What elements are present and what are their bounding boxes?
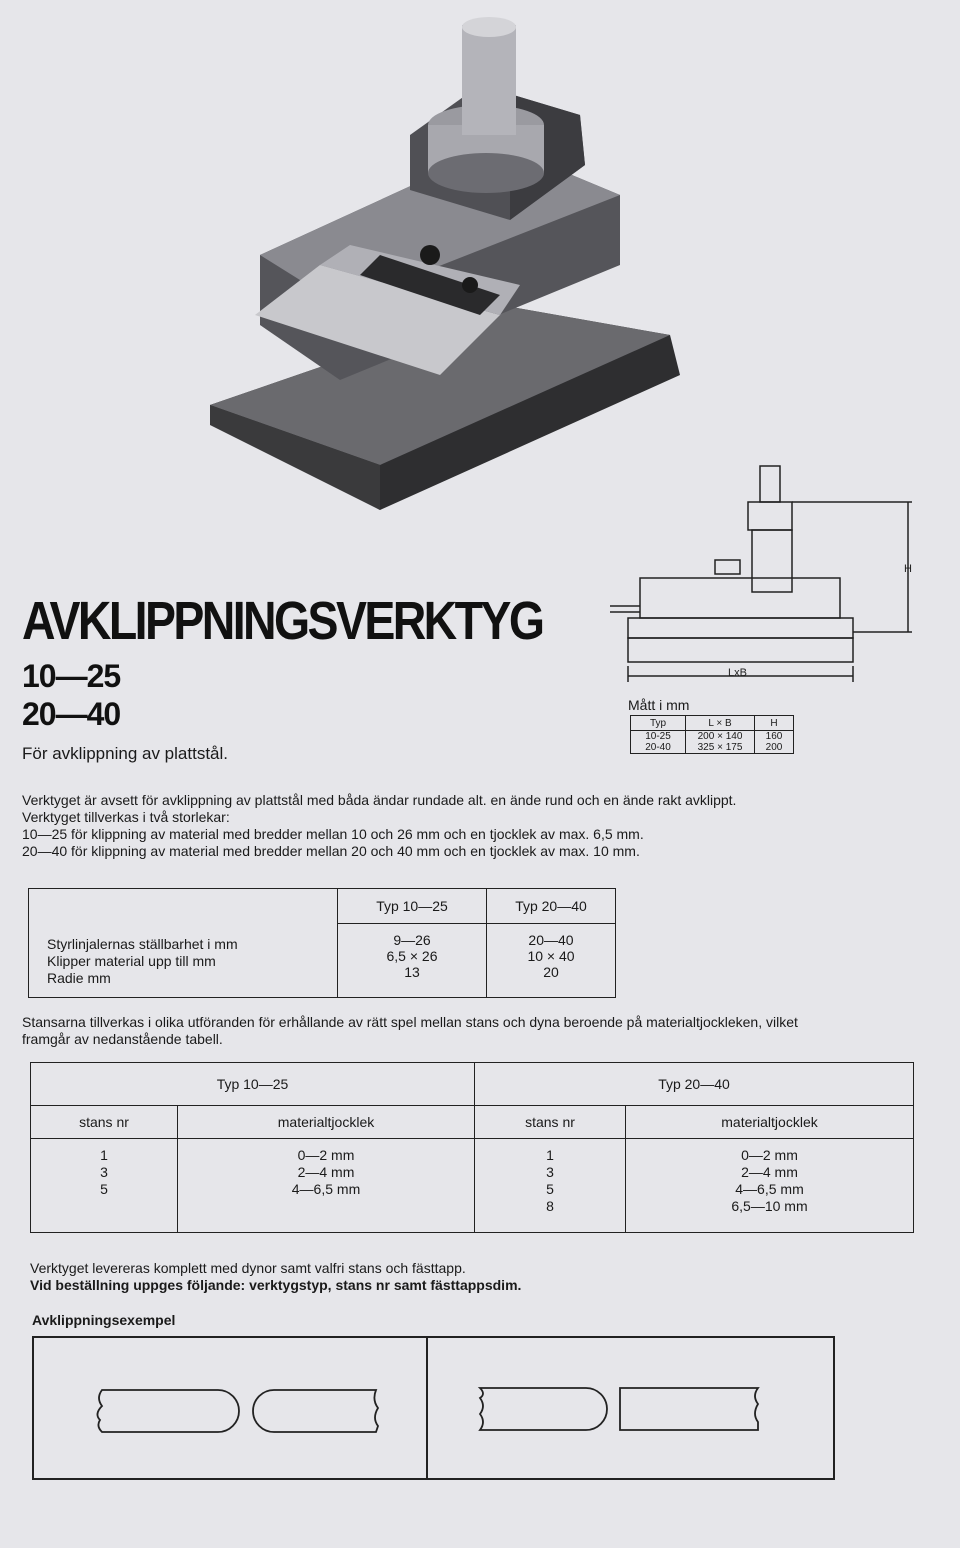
dims-h-1: 160 bbox=[765, 731, 783, 742]
thickness: 4—6,5 mm bbox=[291, 1181, 361, 1197]
examples-box bbox=[32, 1336, 835, 1480]
thickness: 2—4 mm bbox=[297, 1164, 355, 1180]
dimensions-table bbox=[630, 715, 794, 754]
product-photo bbox=[200, 15, 680, 515]
stans-subheader: materialtjocklek bbox=[178, 1106, 475, 1139]
spec-header-10-25: Typ 10—25 bbox=[338, 889, 487, 924]
dimensions-caption: Mått i mm bbox=[628, 697, 690, 713]
stans-subheader: materialtjocklek bbox=[626, 1106, 914, 1139]
spec-table bbox=[28, 888, 616, 998]
stans-nr: 5 bbox=[100, 1181, 108, 1197]
example-piece bbox=[253, 1390, 378, 1432]
intro-text bbox=[22, 792, 802, 860]
stans-nr: 3 bbox=[100, 1164, 108, 1180]
dims-typ-1: 10-25 bbox=[645, 731, 671, 742]
stans-nr: 3 bbox=[546, 1164, 554, 1180]
intro-line-4: 20—40 för klippning av material med bredder mellan 20 och 40 mm och en tjocklek av max. 10 mm. bbox=[22, 843, 640, 859]
thickness-10-25 bbox=[178, 1139, 475, 1233]
stans-subheader: stans nr bbox=[31, 1106, 178, 1139]
spec-labels-cell bbox=[29, 889, 338, 998]
delivery-text bbox=[30, 1260, 830, 1294]
delivery-line-1: Verktyget levereras komplett med dynor samt valfri stans och fästtapp. bbox=[30, 1260, 466, 1276]
spec-label-3: Radie mm bbox=[47, 970, 111, 986]
intro-line-3: 10—25 för klippning av material med bredder mellan 10 och 26 mm och en tjocklek av max. 6,5 mm. bbox=[22, 826, 644, 842]
model-10-25: 10—25 bbox=[22, 658, 121, 694]
spec-label-2: Klipper material upp till mm bbox=[47, 953, 216, 969]
spec-value: 20—40 bbox=[528, 932, 574, 948]
dims-typ-2: 20-40 bbox=[645, 742, 671, 753]
spec-value: 6,5 × 26 bbox=[386, 948, 438, 964]
intro-line-2: Verktyget tillverkas i två storlekar: bbox=[22, 809, 230, 825]
spec-value: 20 bbox=[543, 964, 559, 980]
example-piece bbox=[480, 1388, 607, 1430]
dims-h-cell bbox=[755, 731, 794, 754]
spec-values-10-25 bbox=[338, 924, 487, 998]
stans-group-20-40: Typ 20—40 bbox=[475, 1063, 914, 1106]
stans-nr-10-25 bbox=[31, 1139, 178, 1233]
thickness: 0—2 mm bbox=[297, 1147, 355, 1163]
examples-title: Avklippningsexempel bbox=[32, 1312, 176, 1328]
example-rounded-straight bbox=[474, 1382, 784, 1434]
stans-nr: 8 bbox=[546, 1198, 554, 1214]
stans-nr-20-40 bbox=[475, 1139, 626, 1233]
spec-values-20-40 bbox=[487, 924, 616, 998]
dims-lxb-2: 325 × 175 bbox=[697, 742, 743, 753]
stans-table bbox=[30, 1062, 914, 1233]
dims-typ-cell bbox=[631, 731, 686, 754]
thickness: 6,5—10 mm bbox=[731, 1198, 808, 1214]
dims-lxb-1: 200 × 140 bbox=[697, 731, 743, 742]
spec-header-20-40: Typ 20—40 bbox=[487, 889, 616, 924]
dims-header-typ: Typ bbox=[631, 716, 686, 731]
dims-header-h: H bbox=[755, 716, 794, 731]
thickness: 2—4 mm bbox=[741, 1164, 798, 1180]
subtitle: För avklippning av plattstål. bbox=[22, 744, 228, 763]
thickness-20-40 bbox=[626, 1139, 914, 1233]
stans-nr: 1 bbox=[546, 1147, 554, 1163]
stans-group-10-25: Typ 10—25 bbox=[31, 1063, 475, 1106]
example-piece bbox=[620, 1388, 758, 1430]
spec-value: 9—26 bbox=[393, 932, 431, 948]
thickness: 4—6,5 mm bbox=[735, 1181, 804, 1197]
lxb-label: LxB bbox=[728, 667, 747, 679]
dims-lxb-cell bbox=[686, 731, 755, 754]
stans-paragraph: Stansarna tillverkas i olika utföranden för erhållande av rätt spel mellan stans och dyna beroende på materialtjockleken, vilket framgår av nedanstående tabell. bbox=[22, 1014, 798, 1047]
dims-header-lxb: L × B bbox=[686, 716, 755, 731]
dims-h-2: 200 bbox=[765, 742, 783, 753]
stans-nr: 5 bbox=[546, 1181, 554, 1197]
spec-value: 13 bbox=[404, 964, 420, 980]
order-instructions: Vid beställning uppges följande: verktygstyp, stans nr samt fästtappsdim. bbox=[30, 1277, 522, 1293]
thickness: 0—2 mm bbox=[741, 1147, 798, 1163]
page-title: AVKLIPPNINGSVERKTYG bbox=[22, 591, 543, 651]
stans-nr: 1 bbox=[100, 1147, 108, 1163]
examples-divider bbox=[426, 1338, 428, 1478]
example-rounded-rounded bbox=[90, 1386, 390, 1436]
spec-value: 10 × 40 bbox=[527, 948, 575, 964]
dimension-drawing bbox=[600, 460, 930, 690]
model-20-40: 20—40 bbox=[22, 696, 121, 732]
example-piece bbox=[97, 1390, 239, 1432]
stans-subheader: stans nr bbox=[475, 1106, 626, 1139]
intro-line-1: Verktyget är avsett för avklippning av plattstål med båda ändar rundade alt. en ände rund och en ände rakt avklippt. bbox=[22, 792, 737, 808]
spec-label-1: Styrlinjalernas ställbarhet i mm bbox=[47, 936, 238, 952]
h-label: H bbox=[904, 563, 912, 575]
